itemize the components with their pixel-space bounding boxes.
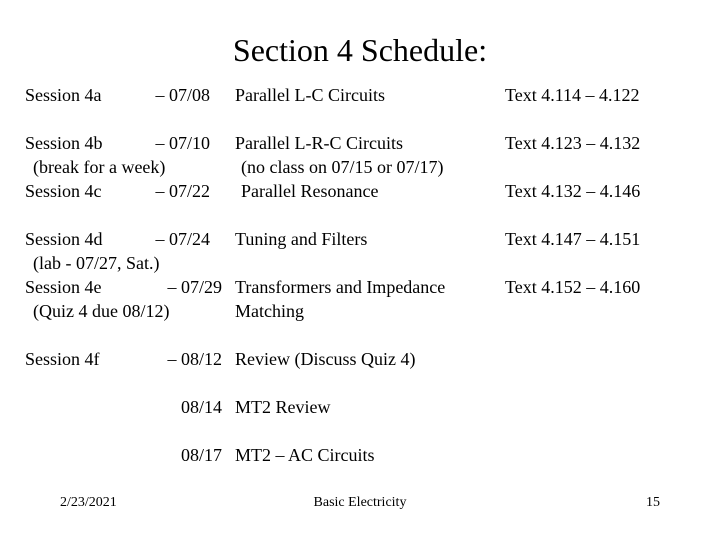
session-4d-text: Text 4.147 – 4.151 [505, 229, 641, 249]
session-4e-topic: Transformers and Impedance [235, 277, 446, 297]
session-4e-label: Session 4e [25, 277, 102, 297]
quiz-note: (Quiz 4 due 08/12) [33, 301, 170, 321]
session-4d-topic: Tuning and Filters [235, 229, 368, 249]
session-4c-text: Text 4.132 – 4.146 [505, 181, 641, 201]
footer-course: Basic Electricity [313, 495, 407, 510]
session-4a-text: Text 4.114 – 4.122 [505, 85, 640, 105]
slide-title: Section 4 Schedule: [232, 32, 488, 68]
session-4a-date: – 07/08 [155, 85, 210, 105]
mt2-exam-date: 08/17 [180, 445, 222, 465]
session-4f-label: Session 4f [25, 349, 100, 369]
session-4c-topic: Parallel Resonance [241, 181, 379, 201]
session-4c-date: – 07/22 [155, 181, 210, 201]
mt2-review-topic: MT2 Review [235, 397, 331, 417]
mt2-exam-topic: MT2 – AC Circuits [235, 445, 375, 465]
mt2-review-date: 08/14 [180, 397, 222, 417]
footer-page-number: 15 [646, 495, 660, 510]
session-4b-topic: Parallel L-R-C Circuits [235, 133, 403, 153]
session-4f-topic: Review (Discuss Quiz 4) [235, 349, 416, 369]
session-4d-label: Session 4d [25, 229, 103, 249]
break-note: (break for a week) [33, 157, 166, 177]
session-4b-label: Session 4b [25, 133, 103, 153]
session-4e-topic-cont: Matching [235, 301, 304, 321]
session-4c-label: Session 4c [25, 181, 102, 201]
session-4b-date: – 07/10 [155, 133, 210, 153]
session-4a-topic: Parallel L-C Circuits [235, 85, 385, 105]
session-4f-date: – 08/12 [167, 349, 222, 369]
session-4d-date: – 07/24 [155, 229, 210, 249]
no-class-note: (no class on 07/15 or 07/17) [241, 157, 444, 177]
lab-note: (lab - 07/27, Sat.) [33, 253, 160, 273]
footer-date: 2/23/2021 [60, 495, 117, 510]
session-4e-date: – 07/29 [167, 277, 222, 297]
session-4e-text: Text 4.152 – 4.160 [505, 277, 641, 297]
session-4b-text: Text 4.123 – 4.132 [505, 133, 641, 153]
session-4a-label: Session 4a [25, 85, 102, 105]
